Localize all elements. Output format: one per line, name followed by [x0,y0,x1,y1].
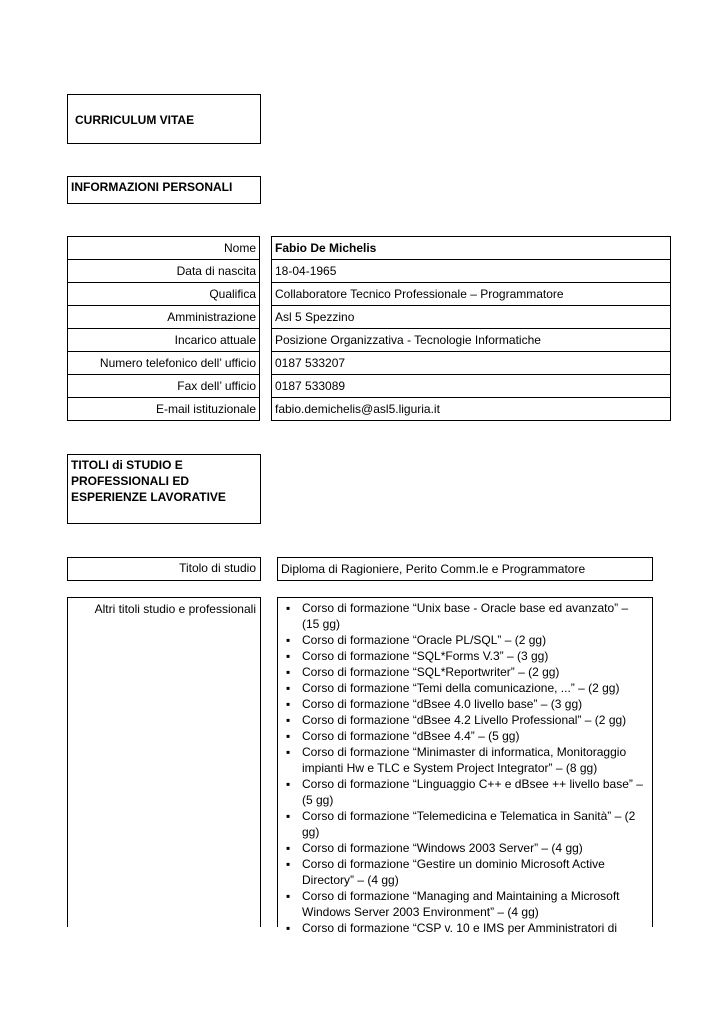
table-row [67,374,671,397]
studies-section-header [67,454,261,524]
other-titles-label: Altri titoli studio e professionali [94,602,256,616]
table-row [67,305,671,328]
cv-title-box [67,94,261,144]
list-item: ▪ Corso di formazione “Minimaster di informatica, Monitoraggio impianti Hw e TLC e System Project Integrator” – (8 gg) [302,744,648,776]
row-value: 0187 533207 [271,351,671,374]
other-titles-label-box [67,597,261,927]
studies-section-title: TITOLI di STUDIO E PROFESSIONALI ED ESPERIENZE LAVORATIVE [71,458,226,504]
row-value: Fabio De Michelis [271,236,671,259]
row-label: Data di nascita [67,259,260,282]
row-label: Fax dell’ ufficio [67,374,260,397]
table-row [67,236,671,259]
list-item: ▪ Corso di formazione “SQL*Forms V.3” – (3 gg) [302,648,648,664]
list-item: ▪ Corso di formazione “dBsee 4.0 livello base” – (3 gg) [302,696,648,712]
row-label: E-mail istituzionale [67,397,260,421]
list-item: ▪ Corso di formazione “dBsee 4.4” – (5 gg) [302,728,648,744]
study-value [277,557,653,581]
study-label: Titolo di studio [67,557,261,581]
row-value: Collaboratore Tecnico Professionale – Programmatore [271,282,671,305]
row-label: Incarico attuale [67,328,260,351]
list-item: ▪ Corso di formazione “Temi della comunicazione, ...” – (2 gg) [302,680,648,696]
row-value: Asl 5 Spezzino [271,305,671,328]
list-item: ▪ Corso di formazione “Windows 2003 Server” – (4 gg) [302,840,648,856]
row-value: 18-04-1965 [271,259,671,282]
list-item: ▪ Corso di formazione “Oracle PL/SQL” – (2 gg) [302,632,648,648]
personal-section-header [67,176,261,204]
list-item: ▪ Corso di formazione “Linguaggio C++ e dBsee ++ livello base” – (5 gg) [302,776,648,808]
row-label: Nome [67,236,260,259]
list-item: ▪ Corso di formazione “Telemedicina e Telematica in Sanità” – (2 gg) [302,808,648,840]
row-value: fabio.demichelis@asl5.liguria.it [271,397,671,421]
row-value: 0187 533089 [271,374,671,397]
list-item: ▪ Corso di formazione “SQL*Reportwriter” – (2 gg) [302,664,648,680]
personal-section-title: INFORMAZIONI PERSONALI [71,180,233,194]
row-value: Posizione Organizzativa - Tecnologie Informatiche [271,328,671,351]
personal-info-table [67,236,671,421]
table-row [67,282,671,305]
list-item: ▪ Corso di formazione “Managing and Maintaining a Microsoft Windows Server 2003 Environment” – (4 gg) [302,888,648,920]
row-label: Qualifica [67,282,260,305]
row-label: Amministrazione [67,305,260,328]
courses-list [278,598,652,936]
list-item: ▪ Corso di formazione “CSP v. 10 e IMS per Amministratori di [302,920,648,936]
courses-box [277,597,653,935]
table-row [67,328,671,351]
cv-title: CURRICULUM VITAE [75,113,195,127]
list-item: ▪ Corso di formazione “dBsee 4.2 Livello Professional” – (2 gg) [302,712,648,728]
table-row [67,259,671,282]
study-value-text: Diploma di Ragioniere, Perito Comm.le e Programmatore [281,562,586,576]
table-row [67,351,671,374]
list-item: ▪ Corso di formazione “Unix base - Oracle base ed avanzato” – (15 gg) [302,600,648,632]
row-label: Numero telefonico dell’ ufficio [67,351,260,374]
table-row [67,397,671,421]
list-item: ▪ Corso di formazione “Gestire un dominio Microsoft Active Directory” – (4 gg) [302,856,648,888]
